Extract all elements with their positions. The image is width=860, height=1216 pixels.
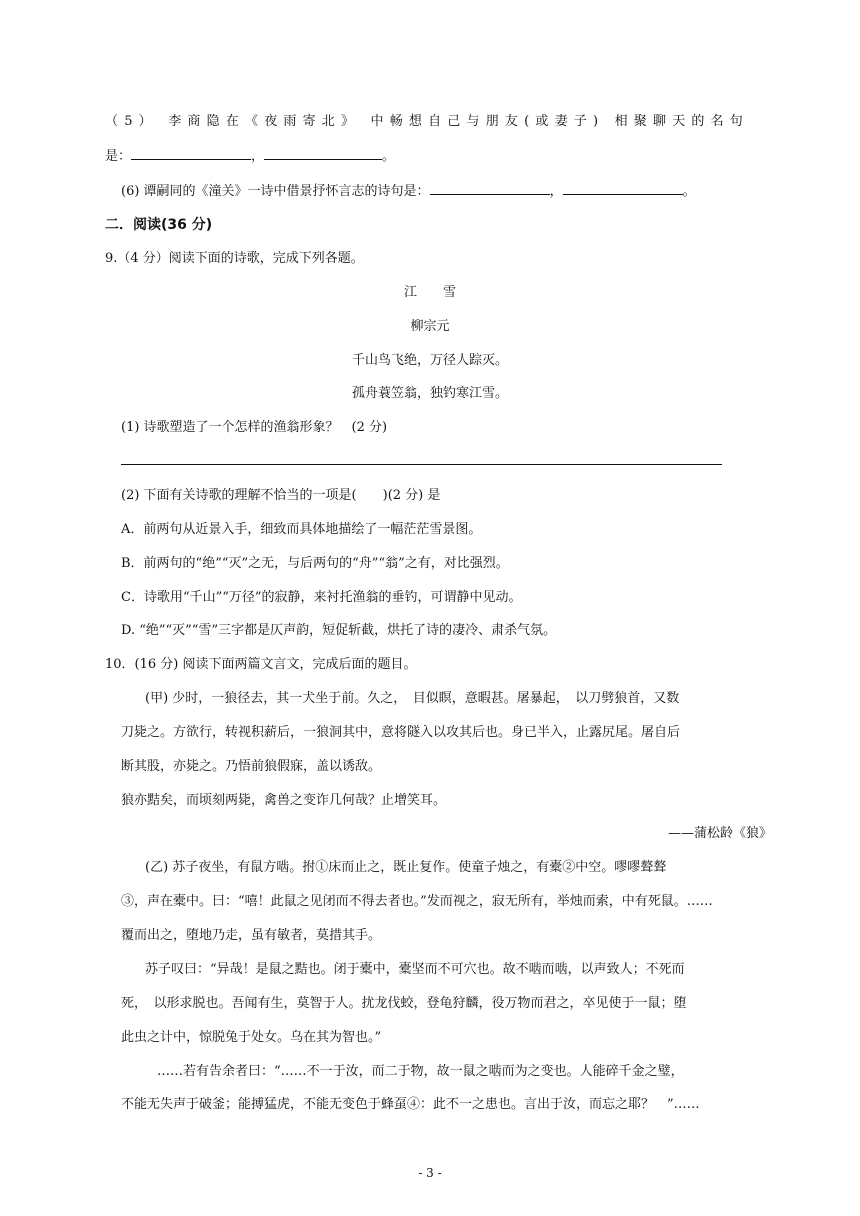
passage-yi-line: 不能无失声于破釜；能搏猛虎，不能无变色于蜂虿④：此不一之患也。言出于汝，而忘之耶？ ”…… bbox=[121, 1097, 700, 1112]
option-a: A．前两句从近景入手，细致而具体地描绘了一幅茫茫雪景图。 bbox=[121, 522, 482, 537]
q8-item6-text: (6) 谭嗣同的《潼关》一诗中借景抒怀言志的诗句是： bbox=[121, 184, 430, 199]
q9-stem: 9.（4 分）阅读下面的诗歌，完成下列各题。 bbox=[105, 251, 364, 266]
passage-jia-line: (甲) 少时，一狼径去，其一犬坐于前。久之， 目似瞑，意暇甚。屠暴起， 以刀劈狼首，又数 bbox=[145, 691, 680, 706]
q8-item5-prefix: 是： bbox=[105, 149, 132, 164]
passage-jia-line: 断其股，亦毙之。乃悟前狼假寐，盖以诱敌。 bbox=[121, 759, 382, 774]
answer-blank[interactable] bbox=[563, 182, 683, 195]
poem-line: 孤舟蓑笠翁，独钓寒江雪。 bbox=[351, 386, 508, 401]
q8-item6 bbox=[121, 182, 696, 201]
passage-jia-line: 刀毙之。方欲行，转视积薪后，一狼洞其中，意将隧入以攻其后也。身已半入，止露尻尾。屠自后 bbox=[121, 725, 681, 740]
q9-subquestion-1: (1) 诗歌塑造了一个怎样的渔翁形象？ (2 分) bbox=[121, 420, 388, 435]
answer-blank[interactable] bbox=[430, 182, 550, 195]
option-b: B．前两句的“绝”“灭”之无，与后两句的“舟”“翁”之有，对比强烈。 bbox=[121, 556, 509, 571]
passage-yi-line: 死， 以形求脱也。吾闻有生，莫智于人。扰龙伐蛟，登龟狩麟，役万物而君之，卒见使于一鼠；堕 bbox=[121, 996, 687, 1011]
comma: ， bbox=[251, 149, 265, 164]
passage-jia-source: ——蒲松龄《狼》 bbox=[667, 826, 772, 841]
page-number: - 3 - bbox=[418, 1166, 442, 1180]
q8-item5-line1: （5） 李商隐在《夜雨寄北》 中畅想自己与朋友(或妻子) 相聚聊天的名句 bbox=[105, 114, 750, 129]
q10-stem: 10．(16 分) 阅读下面两篇文言文，完成后面的题目。 bbox=[105, 657, 417, 672]
passage-yi-line: 苏子叹曰：“异哉！是鼠之黠也。闭于橐中，橐坚而不可穴也。故不啮而啮，以声致人；不死而 bbox=[145, 962, 685, 977]
q9-subquestion-2: (2) 下面有关诗歌的理解不恰当的一项是( )(2 分) 是 bbox=[121, 488, 441, 503]
passage-jia-line: 狼亦黠矣，而顷刻两毙，禽兽之变诈几何哉？止增笑耳。 bbox=[121, 793, 447, 808]
answer-line[interactable] bbox=[121, 464, 722, 465]
passage-yi-line: ……若有告余者曰：“……不一于汝，而二于物，故一鼠之啮而为之变也。人能碎千金之璧， bbox=[157, 1064, 684, 1079]
passage-yi-line: (乙) 苏子夜坐，有鼠方啮。拊①床而止之，既止复作。使童子烛之，有橐②中空。嘐嘐聱聱 bbox=[145, 860, 667, 875]
q8-item5-line2 bbox=[105, 147, 395, 166]
poem-line: 千山鸟飞绝，万径人踪灭。 bbox=[351, 353, 508, 368]
option-c: C．诗歌用“千山”“万径”的寂静，来衬托渔翁的垂钓，可谓静中见动。 bbox=[121, 590, 522, 605]
poem-author: 柳宗元 bbox=[410, 319, 450, 334]
passage-yi-line: ③，声在橐中。曰：“嘻！此鼠之见闭而不得去者也。”发而视之，寂无所有，举烛而索，中有死鼠。…… bbox=[121, 894, 713, 909]
passage-yi-line: 此虫之计中，惊脱兔于处女。乌在其为智也。” bbox=[121, 1030, 382, 1045]
option-d: D. “绝”“灭”“雪”三字都是仄声韵，短促斩截，烘托了诗的凄冷、肃杀气氛。 bbox=[121, 623, 557, 638]
comma: ， bbox=[549, 184, 563, 199]
passage-yi-line: 覆而出之，堕地乃走，虽有敏者，莫措其手。 bbox=[121, 928, 382, 943]
period: 。 bbox=[382, 149, 396, 164]
poem-title: 江 雪 bbox=[403, 285, 456, 300]
period: 。 bbox=[682, 184, 696, 199]
answer-blank[interactable] bbox=[131, 147, 251, 160]
section-heading: 二．阅读(36 分) bbox=[105, 217, 213, 233]
answer-blank[interactable] bbox=[264, 147, 382, 160]
